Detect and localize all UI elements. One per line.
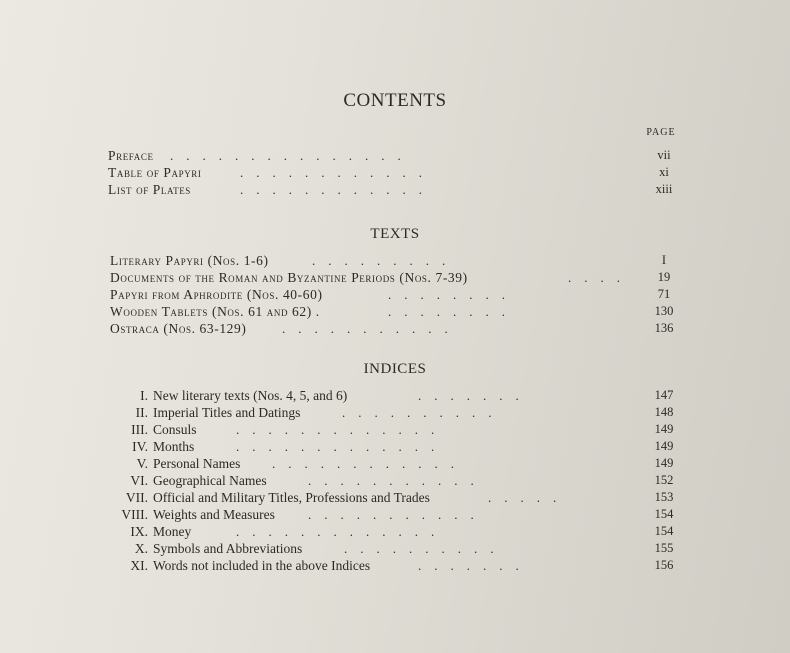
toc-entry-wooden-tablets [0, 304, 790, 321]
index-label: Personal Names [153, 456, 241, 471]
toc-entry-label: Papyri from Aphrodite (Nos. 40-60) [110, 287, 323, 302]
leader-dots: . . . . . . . . . . . . [240, 182, 422, 197]
leader-dots: . . . . [568, 270, 620, 285]
index-page: 152 [654, 473, 674, 487]
leader-dots: . . . . . . . . . . . [308, 473, 474, 488]
toc-entry-label: Literary Papyri (Nos. 1-6) [110, 253, 269, 268]
index-roman-numeral: XI. [130, 558, 148, 573]
index-roman-numeral: V. [136, 456, 148, 471]
toc-entry-page: 136 [654, 321, 674, 335]
index-page: 149 [654, 439, 674, 453]
index-entry [0, 541, 790, 558]
leader-dots: . . . . . . . . [388, 304, 505, 319]
index-entry [0, 524, 790, 541]
indices-section-title: INDICES [363, 361, 427, 377]
index-page: 149 [654, 422, 674, 436]
toc-entry-page: 19 [657, 270, 671, 284]
index-label: Imperial Titles and Datings [153, 405, 301, 420]
toc-entry-page: 71 [657, 287, 671, 301]
toc-entry-page: vii [657, 148, 671, 162]
toc-entry-page: xiii [655, 182, 673, 196]
index-entry [0, 439, 790, 456]
contents-title: CONTENTS [343, 90, 447, 111]
leader-dots: . . . . . . . . . . . . . [236, 439, 435, 454]
toc-entry-label: List of Plates [108, 182, 191, 197]
toc-entry-list-of-plates [0, 182, 790, 199]
index-label: Months [153, 439, 195, 454]
index-roman-numeral: IX. [130, 524, 148, 539]
leader-dots: . . . . . . . . [388, 287, 505, 302]
index-roman-numeral: VI. [130, 473, 148, 488]
index-page: 147 [654, 388, 674, 402]
leader-dots: . . . . . . . . . . . . [272, 456, 454, 471]
toc-entry-page: 130 [654, 304, 674, 318]
toc-entry-label: Table of Papyri [108, 165, 202, 180]
leader-dots: . . . . . . . . . . . . . [236, 524, 435, 539]
index-entry [0, 388, 790, 405]
index-roman-numeral: X. [134, 541, 148, 556]
index-page: 154 [654, 507, 674, 521]
leader-dots: . . . . . . . . . [312, 253, 446, 268]
toc-entry-ostraca [0, 321, 790, 338]
index-entry [0, 422, 790, 439]
toc-entry-literary-papyri [0, 253, 790, 270]
index-entry [0, 405, 790, 422]
toc-entry-label: Documents of the Roman and Byzantine Periods (Nos. 7-39) [110, 270, 468, 285]
index-roman-numeral: III. [131, 422, 148, 437]
index-entry [0, 456, 790, 473]
index-page: 155 [654, 541, 674, 555]
leader-dots: . . . . . . . . . . . . . . . [170, 148, 401, 163]
leader-dots: . . . . . . . . . . . . [240, 165, 422, 180]
index-roman-numeral: VIII. [121, 507, 148, 522]
leader-dots: . . . . . . . . . . . [282, 321, 448, 336]
toc-entry-label: Preface [108, 148, 154, 163]
index-label: Official and Military Titles, Professions and Trades [153, 490, 430, 505]
index-roman-numeral: VII. [125, 490, 148, 505]
page-column-header: PAGE [646, 127, 676, 138]
index-label: Words not included in the above Indices [153, 558, 371, 573]
toc-entry-preface [0, 148, 790, 165]
index-label: Symbols and Abbreviations [153, 541, 303, 556]
toc-entry-documents [0, 270, 790, 287]
toc-entry-table-of-papyri [0, 165, 790, 182]
toc-entry-page: I [661, 253, 667, 267]
index-page: 156 [654, 558, 674, 572]
index-label: Weights and Measures [153, 507, 275, 522]
texts-section-title: TEXTS [370, 226, 420, 242]
leader-dots: . . . . . [488, 490, 557, 505]
toc-entry-label: Ostraca (Nos. 63-129) [110, 321, 247, 336]
leader-dots: . . . . . . . [418, 388, 519, 403]
index-label: Money [153, 524, 192, 539]
leader-dots: . . . . . . . . . . [344, 541, 494, 556]
leader-dots: . . . . . . . . . . [342, 405, 492, 420]
index-label: Geographical Names [153, 473, 267, 488]
leader-dots: . . . . . . . . . . . . . [236, 422, 435, 437]
index-label: New literary texts (Nos. 4, 5, and 6) [153, 388, 348, 403]
index-entry [0, 473, 790, 490]
index-entry [0, 558, 790, 575]
index-page: 153 [654, 490, 674, 504]
index-page: 149 [654, 456, 674, 470]
index-roman-numeral: I. [140, 388, 148, 403]
toc-entry-page: xi [659, 165, 669, 179]
index-roman-numeral: IV. [132, 439, 148, 454]
index-page: 154 [654, 524, 674, 538]
index-entry [0, 507, 790, 524]
leader-dots: . . . . . . . . . . . [308, 507, 474, 522]
index-label: Consuls [153, 422, 197, 437]
index-page: 148 [654, 405, 674, 419]
index-entry [0, 490, 790, 507]
leader-dots: . . . . . . . [418, 558, 519, 573]
toc-entry-label: Wooden Tablets (Nos. 61 and 62) . [110, 304, 320, 319]
toc-entry-aphrodite [0, 287, 790, 304]
index-roman-numeral: II. [135, 405, 148, 420]
